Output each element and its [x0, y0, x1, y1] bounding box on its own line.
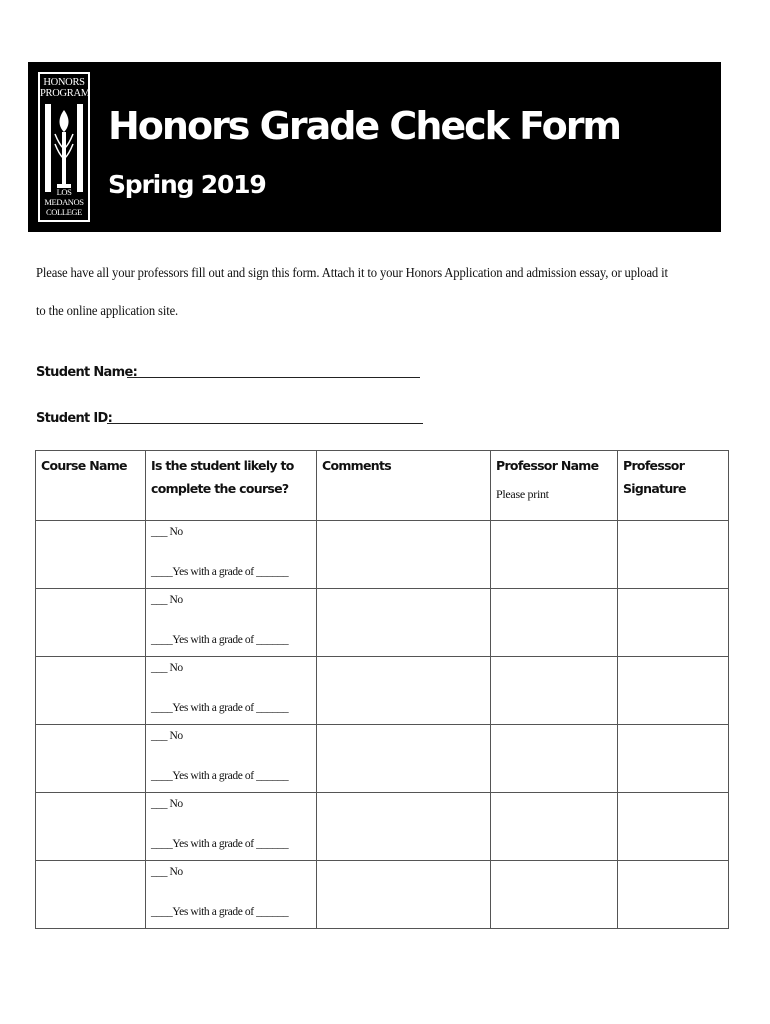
completion-options-cell — [146, 521, 317, 589]
course-name-cell[interactable] — [36, 657, 146, 725]
professor-signature-cell[interactable] — [618, 589, 729, 657]
comments-cell[interactable] — [317, 725, 491, 793]
professor-signature-cell[interactable] — [618, 521, 729, 589]
professor-signature-cell[interactable] — [618, 725, 729, 793]
professor-name-header-label: Professor Name — [496, 458, 599, 473]
no-option[interactable]: ___ No — [151, 526, 183, 538]
no-option[interactable]: ___ No — [151, 662, 183, 674]
comments-cell[interactable] — [317, 521, 491, 589]
completion-likely-header: Is the student likely to complete the course? — [146, 451, 317, 521]
completion-options-cell — [146, 861, 317, 929]
course-name-cell[interactable] — [36, 589, 146, 657]
professor-signature-cell[interactable] — [618, 793, 729, 861]
table-row — [36, 793, 729, 861]
professor-signature-header: Professor Signature — [618, 451, 729, 521]
professor-name-cell[interactable] — [491, 725, 618, 793]
course-name-cell[interactable] — [36, 861, 146, 929]
yes-grade-option[interactable]: ____Yes with a grade of ______ — [151, 702, 289, 714]
table-row — [36, 657, 729, 725]
course-name-cell[interactable] — [36, 725, 146, 793]
completion-options-cell — [146, 657, 317, 725]
professor-name-cell[interactable] — [491, 521, 618, 589]
professor-name-cell[interactable] — [491, 861, 618, 929]
course-name-cell[interactable] — [36, 793, 146, 861]
table-row — [36, 725, 729, 793]
comments-cell[interactable] — [317, 589, 491, 657]
yes-grade-option[interactable]: ____Yes with a grade of ______ — [151, 634, 289, 646]
course-name-cell[interactable] — [36, 521, 146, 589]
yes-grade-option[interactable]: ____Yes with a grade of ______ — [151, 906, 289, 918]
table-row — [36, 861, 729, 929]
student-id-label: Student ID: — [36, 411, 113, 426]
grade-check-table — [35, 450, 729, 929]
table-row — [36, 521, 729, 589]
professor-signature-cell[interactable] — [618, 657, 729, 725]
yes-grade-option[interactable]: ____Yes with a grade of ______ — [151, 770, 289, 782]
completion-options-cell — [146, 725, 317, 793]
honors-program-logo — [38, 72, 90, 222]
table-row — [36, 589, 729, 657]
yes-grade-option[interactable]: ____Yes with a grade of ______ — [151, 838, 289, 850]
torch-emblem-icon — [43, 104, 85, 192]
no-option[interactable]: ___ No — [151, 798, 183, 810]
comments-cell[interactable] — [317, 657, 491, 725]
header-banner — [28, 62, 721, 232]
student-name-field[interactable] — [127, 377, 420, 378]
yes-grade-option[interactable]: ____Yes with a grade of ______ — [151, 566, 289, 578]
no-option[interactable]: ___ No — [151, 730, 183, 742]
completion-options-cell — [146, 589, 317, 657]
no-option[interactable]: ___ No — [151, 866, 183, 878]
comments-cell[interactable] — [317, 861, 491, 929]
page-subtitle: Spring 2019 — [108, 170, 266, 199]
logo-top-text: HONORS PROGRAM — [40, 77, 90, 99]
course-name-header: Course Name — [36, 451, 146, 521]
comments-header: Comments — [317, 451, 491, 521]
comments-cell[interactable] — [317, 793, 491, 861]
professor-name-cell[interactable] — [491, 657, 618, 725]
professor-name-cell[interactable] — [491, 589, 618, 657]
professor-signature-cell[interactable] — [618, 861, 729, 929]
professor-name-cell[interactable] — [491, 793, 618, 861]
professor-name-hint: Please print — [496, 487, 549, 501]
student-name-label: Student Name: — [36, 365, 138, 380]
page-title: Honors Grade Check Form — [108, 104, 621, 148]
no-option[interactable]: ___ No — [151, 594, 183, 606]
table-header-row — [36, 451, 729, 521]
professor-name-header — [491, 451, 618, 521]
instructions-text: Please have all your professors fill out and sign this form. Attach it to your Honors Application and admission essay, or upload it to the online application site. — [36, 265, 668, 318]
student-id-field[interactable] — [107, 423, 423, 424]
completion-options-cell — [146, 793, 317, 861]
logo-bottom-text: LOS MEDANOS COLLEGE — [44, 187, 84, 217]
